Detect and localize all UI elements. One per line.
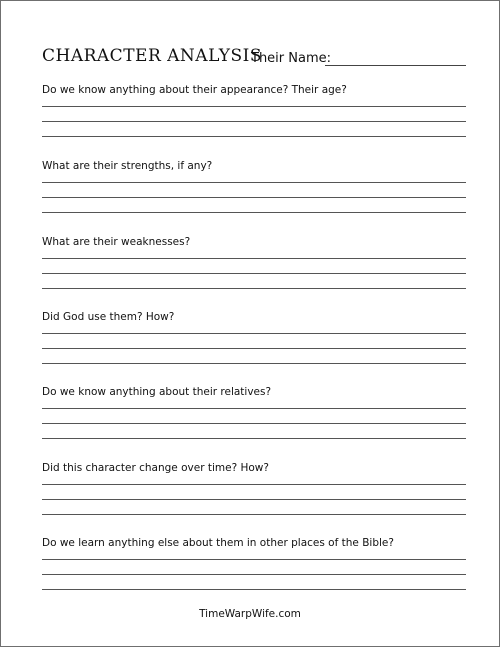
answer-line	[42, 363, 466, 364]
answer-line	[42, 423, 466, 424]
answer-line	[42, 484, 466, 485]
answer-lines	[42, 559, 466, 590]
answer-line	[42, 288, 466, 289]
answer-lines	[42, 408, 466, 439]
answer-line	[42, 348, 466, 349]
question-text: Do we learn anything else about them in other places of the Bible?	[42, 537, 394, 549]
question-section-god-use	[42, 311, 466, 364]
worksheet-header	[42, 46, 466, 70]
question-text: Do we know anything about their relatives?	[42, 386, 272, 398]
answer-line	[42, 333, 466, 334]
answer-line	[42, 273, 466, 274]
question-section-appearance	[42, 84, 466, 137]
answer-lines	[42, 484, 466, 515]
answer-line	[42, 499, 466, 500]
question-text: What are their weaknesses?	[42, 236, 191, 248]
answer-line	[42, 438, 466, 439]
question-text: Do we know anything about their appearance? Their age?	[42, 84, 347, 96]
page-title: CHARACTER ANALYSIS	[42, 46, 263, 66]
answer-line	[42, 258, 466, 259]
name-label: Their Name:	[251, 51, 331, 66]
answer-line	[42, 574, 466, 575]
question-section-weaknesses	[42, 236, 466, 289]
answer-line	[42, 182, 466, 183]
question-section-strengths	[42, 160, 466, 213]
answer-line	[42, 136, 466, 137]
answer-line	[42, 121, 466, 122]
answer-line	[42, 589, 466, 590]
answer-line	[42, 106, 466, 107]
question-section-relatives	[42, 386, 466, 439]
question-text: Did God use them? How?	[42, 311, 175, 323]
question-section-other-places	[42, 537, 466, 590]
answer-line	[42, 197, 466, 198]
answer-lines	[42, 182, 466, 213]
answer-line	[42, 212, 466, 213]
question-text: What are their strengths, if any?	[42, 160, 213, 172]
name-blank-line	[325, 65, 466, 66]
answer-line	[42, 514, 466, 515]
answer-line	[42, 559, 466, 560]
answer-lines	[42, 258, 466, 289]
answer-lines	[42, 106, 466, 137]
answer-lines	[42, 333, 466, 364]
question-text: Did this character change over time? How?	[42, 462, 269, 474]
answer-line	[42, 408, 466, 409]
footer-site-name: TimeWarpWife.com	[199, 608, 301, 620]
question-section-change	[42, 462, 466, 515]
